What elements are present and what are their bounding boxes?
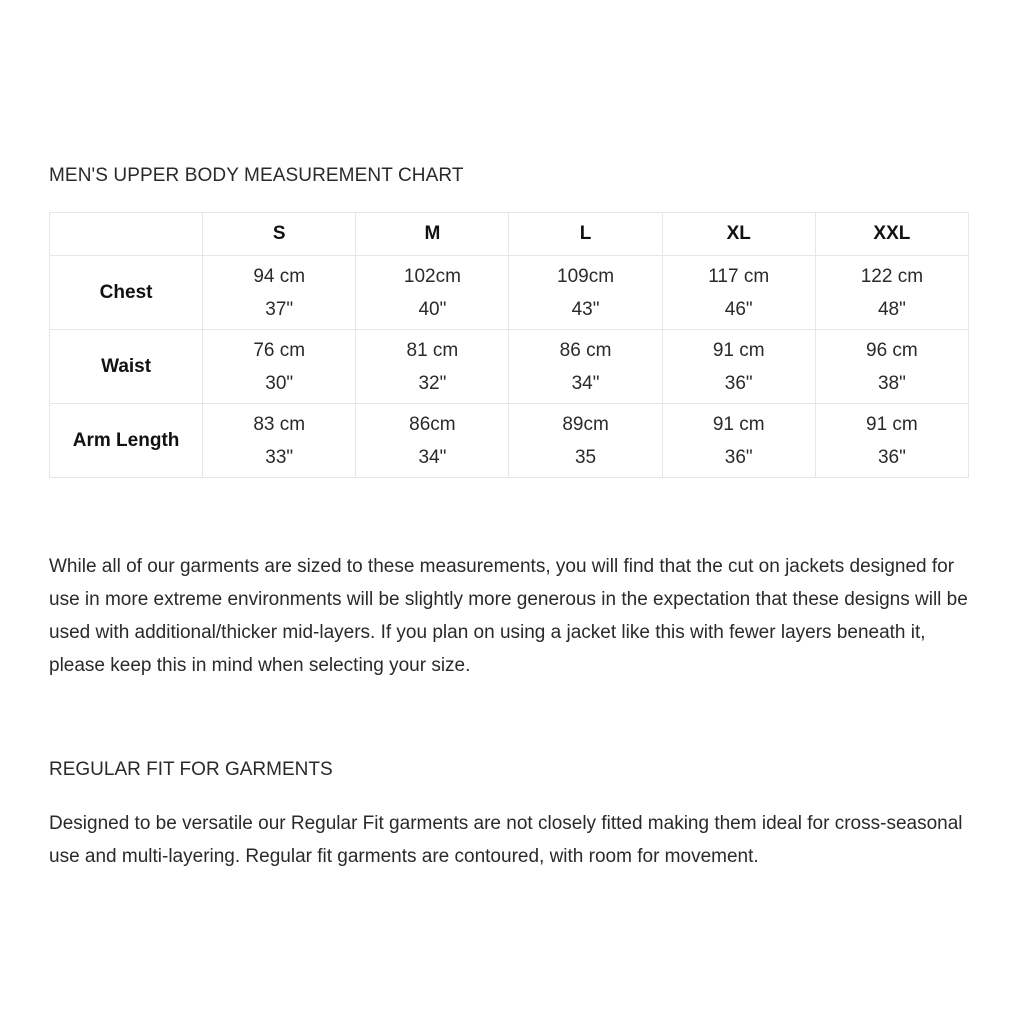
table-cell [509,404,662,478]
table-cell [662,256,815,330]
row-label: Chest [50,256,203,330]
size-table [49,212,969,478]
sizing-note: While all of our garments are sized to these measurements, you will find that the cut on jackets designed for use in more extreme environments will be slightly more generous in the expectation that these designs will be used with additional/thicker mid-layers. If you plan on using a jacket like this with fewer layers beneath it, please keep this in mind when selecting your size. [49,556,968,676]
header-cell-s: S [203,213,356,256]
table-cell [203,256,356,330]
row-label: Arm Length [50,404,203,478]
table-cell [662,330,815,404]
table-cell [509,330,662,404]
cell-in: 36" [724,372,753,394]
table-row-waist [50,330,969,404]
cell-cm: 83 cm [253,413,306,435]
table-row-arm-length [50,404,969,478]
cell-cm: 81 cm [406,339,459,361]
table-header-row [50,213,969,256]
cell-in: 34" [571,372,600,394]
cell-cm: 89cm [562,413,609,435]
cell-in: 30" [265,372,294,394]
header-cell-xl: XL [662,213,815,256]
cell-cm: 76 cm [253,339,306,361]
header-cell-xxl: XXL [815,213,968,256]
table-cell [662,404,815,478]
table-cell [356,256,509,330]
chart-title: MEN'S UPPER BODY MEASUREMENT CHART [49,165,464,186]
table-cell [356,404,509,478]
table-cell [356,330,509,404]
cell-cm: 117 cm [708,265,770,287]
cell-cm: 91 cm [712,413,765,435]
table-cell [815,404,968,478]
cell-cm: 96 cm [866,339,918,361]
cell-cm: 86cm [409,413,456,435]
cell-in: 36" [724,446,753,468]
cell-in: 48" [877,298,906,320]
table-cell [815,330,968,404]
cell-in: 43" [571,298,600,320]
cell-in: 46" [724,298,753,320]
regular-fit-title: REGULAR FIT FOR GARMENTS [49,759,333,780]
row-label: Waist [50,330,203,404]
header-cell-m: M [356,213,509,256]
cell-in: 38" [877,372,906,394]
cell-in: 40" [418,298,447,320]
cell-cm: 91 cm [866,413,918,435]
header-cell-l: L [509,213,662,256]
cell-in: 33" [265,446,294,468]
regular-fit-text: Designed to be versatile our Regular Fit garments are not closely fitted making them ideal for cross-seasonal use and multi-layering. Regular fit garments are contoured, with room for movement. [49,813,963,867]
cell-cm: 94 cm [253,265,306,287]
cell-in: 35 [574,446,597,468]
cell-in: 36" [877,446,906,468]
table-row-chest [50,256,969,330]
cell-cm: 102cm [403,265,461,287]
cell-in: 32" [418,372,447,394]
cell-in: 37" [265,298,294,320]
table-cell [203,330,356,404]
table-cell [509,256,662,330]
header-cell-empty [50,213,203,256]
table-cell [203,404,356,478]
cell-cm: 91 cm [712,339,765,361]
cell-cm: 122 cm [860,265,924,287]
cell-cm: 86 cm [559,339,612,361]
cell-in: 34" [418,446,447,468]
cell-cm: 109cm [557,265,615,287]
table-cell [815,256,968,330]
